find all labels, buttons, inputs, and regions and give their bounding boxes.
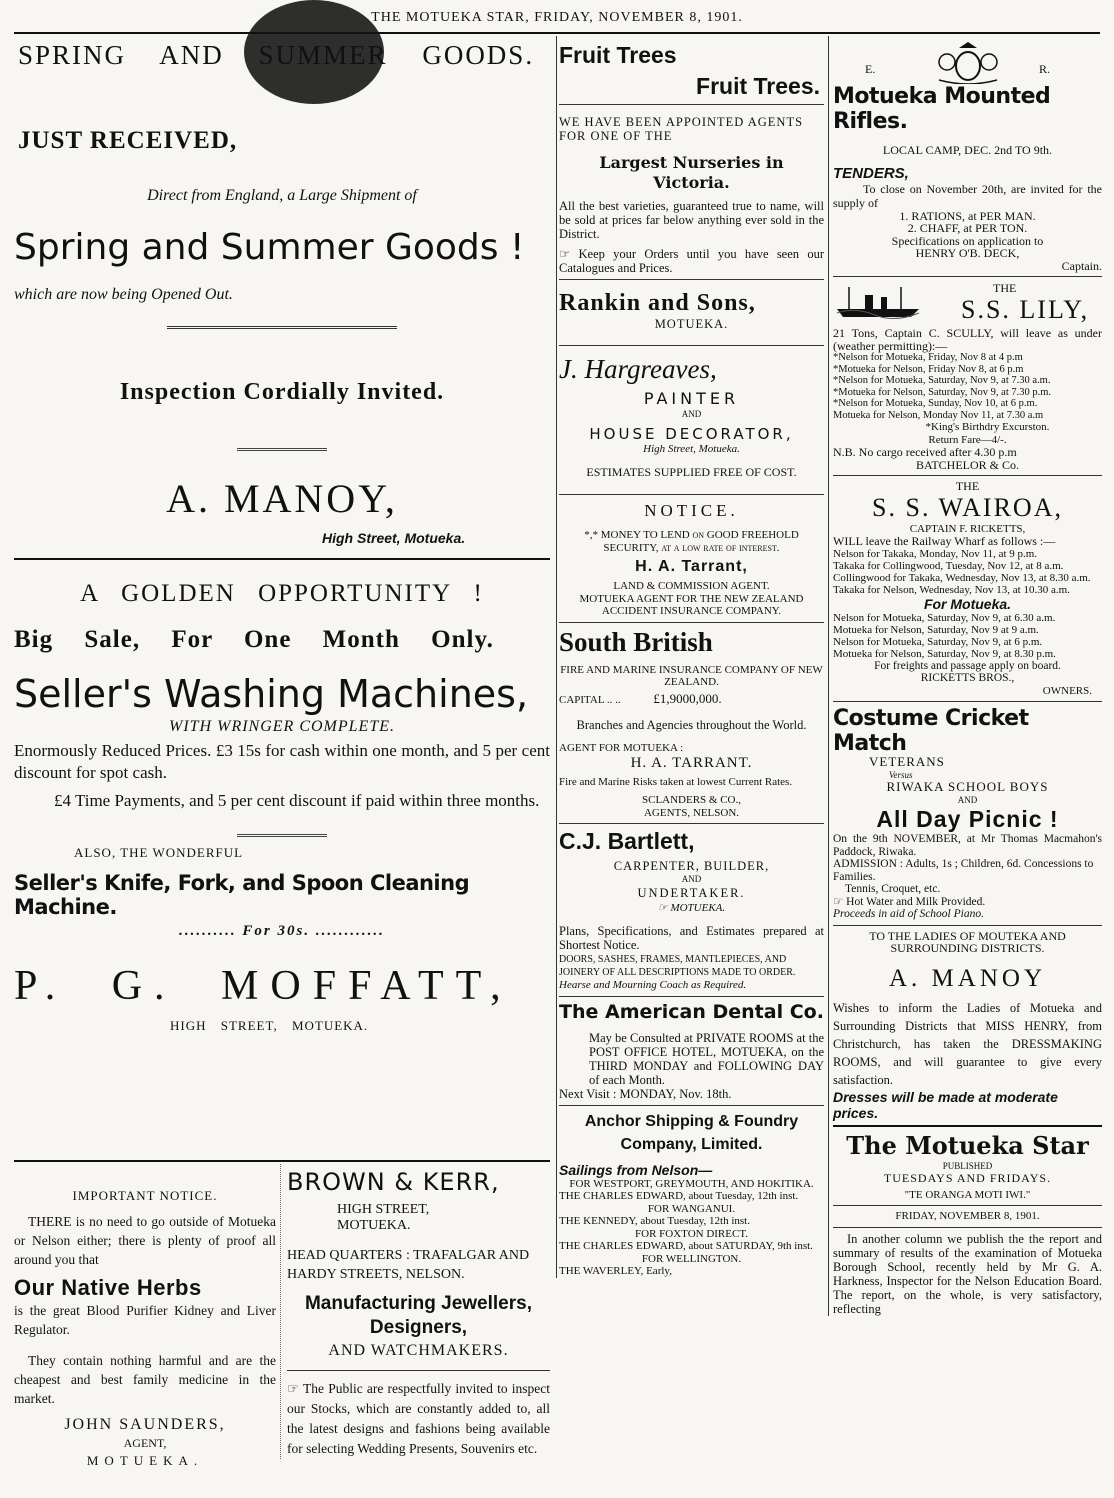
knife-machine: Seller's Knife, Fork, and Spoon Cleaning Machine. bbox=[14, 871, 470, 919]
masthead bbox=[0, 0, 1114, 32]
schedule-line: *Motueka for Nelson, Saturday, Nov 9, at 7.30 p.m. bbox=[833, 386, 1052, 398]
divider bbox=[559, 622, 824, 623]
mounted-rifles: Motueka Mounted Rifles. bbox=[833, 84, 1051, 134]
native-herbs: Our Native Herbs bbox=[14, 1275, 202, 1300]
column-right bbox=[828, 36, 1102, 1316]
direct-from: Direct from England, a Large Shipment of bbox=[147, 187, 417, 204]
charles-edward-2: THE CHARLES EDWARD, about SATURDAY, 9th inst. bbox=[559, 1240, 813, 1252]
schedule-line: *Nelson for Motueka, Sunday, Nov 10, at 6 p.m. bbox=[833, 398, 1038, 409]
fruit-trees-1: Fruit Trees bbox=[559, 42, 677, 68]
brown-kerr-hq: HEAD QUARTERS : TRAFALGAR AND HARDY STREETS, NELSON. bbox=[287, 1248, 530, 1282]
to-ladies: TO THE LADIES OF MOUTEKA AND SURROUNDING DISTRICTS. bbox=[869, 928, 1066, 955]
specs: Specifications on application to bbox=[891, 233, 1044, 248]
and-label: AND bbox=[681, 409, 702, 419]
sclanders: SCLANDERS & CO., bbox=[641, 794, 742, 806]
versus: Versus bbox=[889, 769, 913, 780]
hot-water: ☞ Hot Water and Milk Provided. bbox=[833, 895, 986, 908]
house-decorator: HOUSE DECORATOR, bbox=[589, 424, 794, 443]
divider bbox=[237, 834, 327, 837]
wairoa-schedule bbox=[833, 548, 1102, 596]
deck: HENRY O'B. DECK, bbox=[915, 246, 1020, 260]
time-payments: £4 Time Payments, and 5 per cent discount if paid within three months. bbox=[54, 791, 540, 810]
sclanders-agents: AGENTS, NELSON. bbox=[643, 806, 740, 819]
capital-label: CAPITAL .. .. bbox=[559, 693, 621, 706]
divider bbox=[559, 494, 824, 495]
opened-out: which are now being Opened Out. bbox=[14, 286, 233, 303]
brown-kerr-trade: Manufacturing Jewellers, Designers, bbox=[304, 1293, 532, 1338]
important-notice: IMPORTANT NOTICE. bbox=[72, 1188, 218, 1203]
rankin: Rankin and Sons, bbox=[559, 290, 756, 316]
schedule-line: Takaka for Nelson, Wednesday, Nov 13, at 10.30 a.m. bbox=[833, 583, 1070, 596]
tenders-close: To close on November 20th, are invited for the supply of bbox=[833, 181, 1102, 210]
fire-marine: FIRE AND MARINE INSURANCE COMPANY OF NEW ZEALAND. bbox=[560, 663, 823, 688]
sailings: Sailings from Nelson— bbox=[559, 1161, 713, 1178]
rations: 1. RATIONS, at PER MAN. bbox=[899, 208, 1036, 223]
schedule-line: Nelson for Motueka, Saturday, Nov 9, at 6 p.m. bbox=[833, 635, 1043, 648]
divider bbox=[833, 276, 1102, 277]
charles-edward-1: THE CHARLES EDWARD, about Tuesday, 12th inst. bbox=[559, 1190, 799, 1202]
saunders-body2: is the great Blood Purifier Kidney and Liver Regulator. bbox=[14, 1303, 276, 1337]
manoy-name: A. MANOY, bbox=[166, 476, 398, 521]
and-label-2: AND bbox=[681, 874, 702, 884]
motto: "TE ORANGA MOTI IWI." bbox=[904, 1188, 1031, 1201]
spring-goods: Spring and Summer Goods ! bbox=[14, 227, 525, 268]
kings-birthday: *King's Birthdry Excurston. bbox=[925, 421, 1050, 433]
schedule-line: *Nelson for Motueka, Saturday, Nov 9, at 7.30 a.m. bbox=[833, 375, 1051, 386]
just-received: JUST RECEIVED, bbox=[18, 127, 238, 154]
divider bbox=[14, 1160, 550, 1162]
brown-kerr-ad bbox=[280, 1164, 550, 1459]
owners: OWNERS. bbox=[1042, 684, 1092, 697]
column-middle bbox=[556, 36, 824, 1278]
tuesdays-fridays: TUESDAYS AND FRIDAYS. bbox=[883, 1171, 1052, 1185]
hargreaves-address: High Street, Motueka. bbox=[643, 442, 740, 455]
big-sale: Big Sale, For One Month Only. bbox=[14, 626, 494, 653]
royal-crest-row bbox=[833, 36, 1102, 76]
also: ALSO, THE WONDERFUL bbox=[74, 845, 244, 860]
agent-for: AGENT FOR MOTUEKA : bbox=[559, 742, 684, 754]
nb-cargo: N.B. No cargo received after 4.30 p.m bbox=[833, 445, 1017, 459]
divider bbox=[559, 104, 824, 105]
divider bbox=[167, 326, 397, 329]
published: PUBLISHED bbox=[942, 1160, 993, 1171]
brown-kerr-watch: AND WATCHMAKERS. bbox=[328, 1342, 509, 1359]
manoy-address: High Street, Motueka. bbox=[322, 530, 466, 546]
picnic-body: On the 9th NOVEMBER, at Mr Thomas Macmahon's Paddock, Riwaka. bbox=[833, 833, 1102, 858]
kennedy: THE KENNEDY, about Tuesday, 12th inst. bbox=[559, 1215, 750, 1227]
divider bbox=[287, 1370, 550, 1371]
star-date: FRIDAY, NOVEMBER 8, 1901. bbox=[895, 1210, 1040, 1222]
foxton: FOR FOXTON DIRECT. bbox=[635, 1227, 748, 1240]
divider bbox=[237, 448, 327, 451]
divider bbox=[14, 558, 550, 560]
freights: For freights and passage apply on board. bbox=[874, 659, 1061, 672]
divider bbox=[559, 345, 824, 346]
schedule-line: Collingwood for Takaka, Wednesday, Nov 13, at 8.30 a.m. bbox=[833, 571, 1091, 584]
anchor-shipping: Anchor Shipping & Foundry Company, Limited. bbox=[584, 1112, 799, 1153]
wellington: FOR WELLINGTON. bbox=[641, 1252, 742, 1265]
golden-opportunity: A GOLDEN OPPORTUNITY ! bbox=[80, 580, 484, 607]
batchelor: BATCHELOR & Co. bbox=[915, 457, 1019, 472]
varieties: All the best varieties, guaranteed true to name, will be sold at prices far below anything ever sold in the District. bbox=[559, 199, 824, 241]
admission: ADMISSION : Adults, 1s ; Children, 6d. Concessions to Families. bbox=[833, 858, 1094, 883]
divider bbox=[559, 279, 824, 280]
ss-wairoa: S. S. WAIROA, bbox=[872, 492, 1063, 522]
westport: FOR WESTPORT, GREYMOUTH, AND HOKITIKA. bbox=[569, 1177, 814, 1190]
saunders-ad bbox=[14, 1164, 276, 1469]
fruit-trees-2: Fruit Trees. bbox=[696, 73, 820, 99]
bartlett-town: ☞ MOTUEKA. bbox=[657, 901, 726, 914]
saunders-agent: AGENT, bbox=[123, 1436, 167, 1450]
painter: PAINTER bbox=[643, 389, 740, 408]
lily-schedule bbox=[833, 352, 1102, 421]
divider bbox=[833, 925, 1102, 926]
rankin-town: MOTUEKA. bbox=[654, 317, 729, 331]
inspection: Inspection Cordially Invited. bbox=[119, 379, 445, 405]
and-label-3: AND bbox=[957, 794, 978, 805]
divider bbox=[833, 475, 1102, 476]
appointed: WE HAVE BEEN APPOINTED AGENTS FOR ONE OF THE bbox=[559, 115, 804, 143]
doors: DOORS, SASHES, FRAMES, MANTLEPIECES, AND JOINERY OF ALL DESCRIPTIONS MADE TO ORDER. bbox=[559, 954, 796, 978]
schedule-line: Takaka for Collingwood, Tuesday, Nov 12, at 8 a.m. bbox=[833, 559, 1064, 572]
brown-kerr-addr2: MOTUEKA. bbox=[337, 1218, 411, 1233]
washing-machines: Seller's Washing Machines, bbox=[14, 672, 529, 716]
chaff: 2. CHAFF, at PER TON. bbox=[907, 221, 1028, 235]
motueka-star: The Motueka Star bbox=[846, 1130, 1089, 1160]
editorial: In another column we publish the the report and summary of results of the examination of Motueka Borough School, recently held by Mr G. A. Harkness, Inspector for the Nelson Education Board. The report, on the whole, is very satisfactory, reflecting bbox=[833, 1231, 1102, 1316]
accident: MOTUEKA AGENT FOR THE NEW ZEALAND ACCIDENT INSURANCE COMPANY. bbox=[579, 592, 804, 617]
divider bbox=[559, 823, 824, 824]
south-british: South British bbox=[559, 626, 713, 657]
bartlett: C.J. Bartlett, bbox=[559, 828, 695, 854]
divider bbox=[833, 1125, 1102, 1127]
saunders-name: JOHN SAUNDERS, bbox=[64, 1416, 226, 1433]
spring-heading: SPRING AND SUMMER GOODS. bbox=[18, 40, 535, 70]
branches: Branches and Agencies throughout the World. bbox=[576, 718, 807, 732]
dental-body: May be Consulted at PRIVATE ROOMS at the POST OFFICE HOTEL, MOTUEKA, on the THIRD MONDAY and FOLLOWING DAY of each Month. bbox=[589, 1030, 824, 1087]
moffatt: P. G. MOFFATT, bbox=[14, 963, 513, 1009]
reduced-prices: Enormously Reduced Prices. £3 15s for cash within one month, and 5 per cent discount for spot cash. bbox=[14, 741, 550, 782]
nurseries: Largest Nurseries in Victoria. bbox=[599, 153, 784, 192]
hargreaves: J. Hargreaves, bbox=[559, 354, 717, 384]
divider bbox=[559, 1105, 824, 1106]
land-agent: LAND & COMMISSION AGENT. bbox=[613, 580, 770, 592]
return-fare: Return Fare—4/-. bbox=[928, 433, 1007, 446]
wairoa-desc: WILL leave the Railway Wharf as follows :— bbox=[833, 534, 1056, 548]
lily-desc: 21 Tons, Captain C. SCULLY, will leave as under (weather permitting):— bbox=[833, 326, 1102, 353]
notice: NOTICE. bbox=[644, 501, 739, 520]
wanganui: FOR WANGANUI. bbox=[647, 1202, 736, 1215]
schedule-line: Nelson for Motueka, Saturday, Nov 9, at 6.30 a.m. bbox=[833, 611, 1056, 624]
masthead-rule bbox=[14, 32, 1100, 34]
risks: Fire and Marine Risks taken at lowest Current Rates. bbox=[559, 775, 793, 788]
manoy-2: A. MANOY bbox=[889, 964, 1046, 992]
saunders-body3: They contain nothing harmful and are the cheapest and best family medicine in the market. bbox=[14, 1353, 276, 1406]
schedule-line: *Nelson for Motueka, Friday, Nov 8 at 4 p.m bbox=[833, 352, 1023, 363]
tarrant: H. A. Tarrant, bbox=[635, 558, 748, 575]
tarrant-2: H. A. TARRANT. bbox=[630, 754, 753, 771]
column-left bbox=[14, 36, 550, 1034]
waverley: THE WAVERLEY, Early, bbox=[559, 1265, 672, 1277]
the-label-2: THE bbox=[955, 479, 980, 493]
royal-crest-icon bbox=[933, 42, 1003, 84]
er-right: R. bbox=[1039, 62, 1051, 76]
motueka-schedule bbox=[833, 612, 1102, 660]
wishes: Wishes to inform the Ladies of Motueka and Surrounding Districts that MISS HENRY, from Christchurch, has taken the DRESSMAKING ROOMS, and will guarantee to give every satisfaction. bbox=[833, 1000, 1102, 1087]
capital-value: £1,9000,000. bbox=[653, 690, 722, 706]
hearse: Hearse and Mourning Coach as Required. bbox=[559, 979, 747, 991]
schedule-line: Motueka for Nelson, Monday Nov 11, at 7.30 a.m bbox=[833, 409, 1044, 421]
local-camp: LOCAL CAMP, DEC. 2nd TO 9th. bbox=[882, 143, 1053, 157]
schedule-line: Motueka for Nelson, Saturday, Nov 9 at 9 a.m. bbox=[833, 623, 1039, 636]
schedule-line: Motueka for Nelson, Saturday, Nov 9, at 8.30 p.m. bbox=[833, 647, 1056, 660]
divider bbox=[559, 996, 824, 997]
dresses: Dresses will be made at moderate prices. bbox=[833, 1088, 1058, 1121]
brown-kerr-body: ☞ The Public are respectfully invited to inspect our Stocks, which are constantly added to, all the latest designs and fashions being available for selecting Wedding Presents, Souvenirs etc. bbox=[287, 1381, 550, 1456]
moffatt-address: HIGH STREET, MOTUEKA. bbox=[170, 1018, 369, 1033]
riwaka-boys: RIWAKA SCHOOL BOYS bbox=[886, 779, 1049, 794]
capital-row bbox=[559, 690, 824, 707]
wringer: WITH WRINGER COMPLETE. bbox=[169, 718, 395, 735]
for-30s: .......... For 30s. ............ bbox=[179, 923, 385, 939]
ss-lily: S.S. LILY, bbox=[961, 295, 1090, 324]
saunders-body1: THERE is no need to go outside of Motueka or Nelson either; there is plenty of proof all around you that bbox=[14, 1214, 276, 1267]
undertaker: UNDERTAKER. bbox=[637, 885, 746, 900]
money-to-lend: *,* MONEY TO LEND on GOOD FREEHOLD SECURITY, at a low rate of interest. bbox=[584, 529, 799, 554]
plans: Plans, Specifications, and Estimates prepared at Shortest Notice. bbox=[559, 924, 824, 952]
divider bbox=[833, 1227, 1102, 1228]
ricketts-bros: RICKETTS BROS., bbox=[920, 672, 1015, 684]
divider bbox=[833, 701, 1102, 702]
for-motueka: For Motueka. bbox=[923, 595, 1012, 612]
er-left: E. bbox=[865, 62, 876, 76]
tennis: Tennis, Croquet, etc. bbox=[845, 883, 941, 895]
tenders: TENDERS, bbox=[833, 164, 909, 182]
proceeds: Proceeds in aid of School Piano. bbox=[833, 908, 984, 920]
brown-kerr-addr1: HIGH STREET, bbox=[337, 1202, 430, 1217]
veterans: VETERANS bbox=[869, 754, 945, 769]
captain: Captain. bbox=[1061, 258, 1102, 273]
american-dental: The American Dental Co. bbox=[559, 1000, 824, 1023]
divider bbox=[833, 1205, 1102, 1206]
schedule-line: *Motueka for Nelson, Friday Nov 8, at 6 p.m bbox=[833, 363, 1024, 375]
keep-orders: ☞ Keep your Orders until you have seen our Catalogues and Prices. bbox=[559, 247, 824, 275]
next-visit: Next Visit : MONDAY, Nov. 18th. bbox=[559, 1086, 732, 1101]
masthead-text: THE MOTUEKA STAR, FRIDAY, NOVEMBER 8, 1901. bbox=[371, 10, 743, 25]
steamship-icon bbox=[835, 285, 921, 319]
the-label-1: THE bbox=[993, 281, 1017, 295]
schedule-line: Nelson for Takaka, Monday, Nov 11, at 9 p.m. bbox=[833, 547, 1038, 560]
wairoa-captain: CAPTAIN F. RICKETTS, bbox=[909, 522, 1026, 535]
saunders-town: MOTUEKA. bbox=[86, 1453, 204, 1468]
cricket-match: Costume Cricket Match bbox=[833, 706, 1029, 756]
all-day-picnic: All Day Picnic ! bbox=[876, 806, 1059, 832]
brown-kerr-title: BROWN & KERR, bbox=[287, 1168, 500, 1196]
lily-header bbox=[833, 281, 1102, 327]
carpenter: CARPENTER, BUILDER, bbox=[613, 859, 770, 873]
estimates: ESTIMATES SUPPLIED FREE OF COST. bbox=[586, 465, 797, 479]
